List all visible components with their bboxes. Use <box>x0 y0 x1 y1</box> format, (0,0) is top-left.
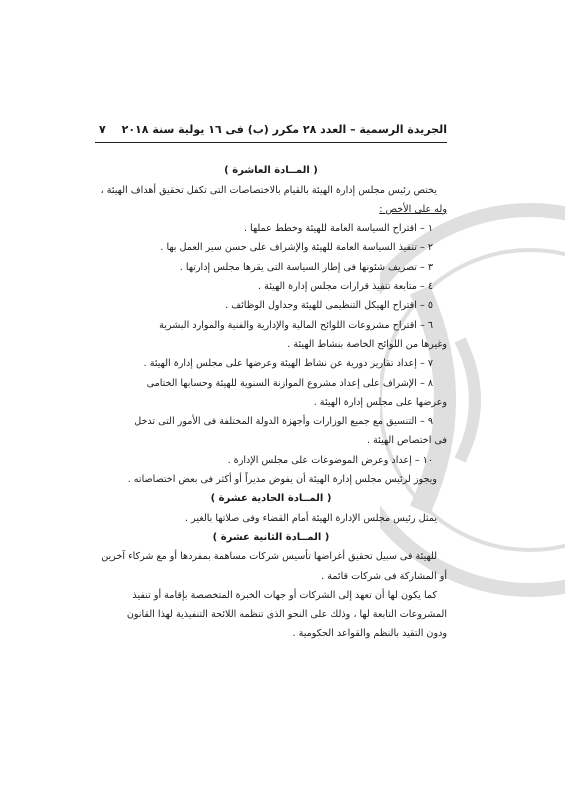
list-item-continuation: فى اختصاص الهيئة . <box>366 435 447 447</box>
article-12-heading: ( المــادة الثانية عشرة ) <box>212 531 330 543</box>
article-12-line: ودون التقيد بالنظم والقواعد الحكومية . <box>292 628 447 640</box>
list-item: ٨ – الإشراف على إعداد مشروع الموازنة السنوية للهيئة وحسابها الختامى <box>146 377 433 389</box>
page-number: ٧ <box>99 123 106 136</box>
list-item: ١٠ – إعداد وعرض الموضوعات على مجلس الإدارة . <box>227 454 433 466</box>
list-item: ٤ – متابعة تنفيذ قرارات مجلس إدارة الهيئة . <box>258 281 433 293</box>
article-12-line: للهيئة فى سبيل تحقيق أغراضها تأسيس شركات مساهمة بمفردها أو مع شركاء آخرين <box>101 551 437 563</box>
list-item: ٩ – التنسيق مع جميع الوزارات وأجهزة الدولة المختلفة فى الأمور التى تدخل <box>134 416 433 428</box>
article-11-text: يمثل رئيس مجلس الإدارة الهيئة أمام القضاء وفى صلاتها بالغير . <box>184 512 437 524</box>
page-header <box>95 120 447 143</box>
list-item: ٧ – إعداد تقارير دورية عن نشاط الهيئة وعرضها على مجلس إدارة الهيئة . <box>143 358 433 370</box>
list-item: ٣ – تصريف شئونها فى إطار السياسة التى يقرها مجلس إدارتها . <box>179 261 433 273</box>
article-10-heading: ( المــادة العاشرة ) <box>224 165 318 177</box>
article-10-closing: ويجوز لرئيس مجلس إدارة الهيئة أن يفوض مديراً أو أكثر فى بعض اختصاصاته . <box>127 474 437 486</box>
document-page <box>95 120 447 644</box>
header-title: الجريدة الرسمية – العدد ٢٨ مكرر (ب) فى ١٦ يولية سنة ٢٠١٨ <box>121 123 447 136</box>
article-10-intro: يختص رئيس مجلس إدارة الهيئة بالقيام بالاختصاصات التى تكفل تحقيق أهداف الهيئة ، <box>100 184 437 196</box>
list-item: ٢ – تنفيذ السياسة العامة للهيئة والإشراف على حسن سير العمل بها . <box>160 242 433 254</box>
article-11-heading: ( المــادة الحادية عشرة ) <box>210 493 332 505</box>
list-item: ١ – اقتراح السياسة العامة للهيئة وخطط عملها . <box>243 223 433 235</box>
article-10-intro-2: وله على الأخص : <box>379 203 447 215</box>
article-12-line: المشروعات التابعة لها ، وذلك على النحو الذى تنظمه اللائحة التنفيذية لهذا القانون <box>126 609 447 621</box>
list-item-continuation: وعرضها على مجلس إدارة الهيئة . <box>313 396 447 408</box>
article-12-line: كما يكون لها أن تعهد إلى الشركات أو جهات الخبرة المتخصصة بإقامة أو تنفيذ <box>132 589 437 601</box>
list-item: ٥ – اقتراح الهيكل التنظيمى للهيئة وجداول الوظائف . <box>225 300 433 312</box>
article-12-line: أو المشاركة فى شركات قائمة . <box>321 570 447 582</box>
list-item: ٦ – اقتراح مشروعات اللوائح المالية والإدارية والفنية والموارد البشرية <box>159 319 433 331</box>
list-item-continuation: وغيرها من اللوائح الخاصة بنشاط الهيئة . <box>287 338 447 350</box>
